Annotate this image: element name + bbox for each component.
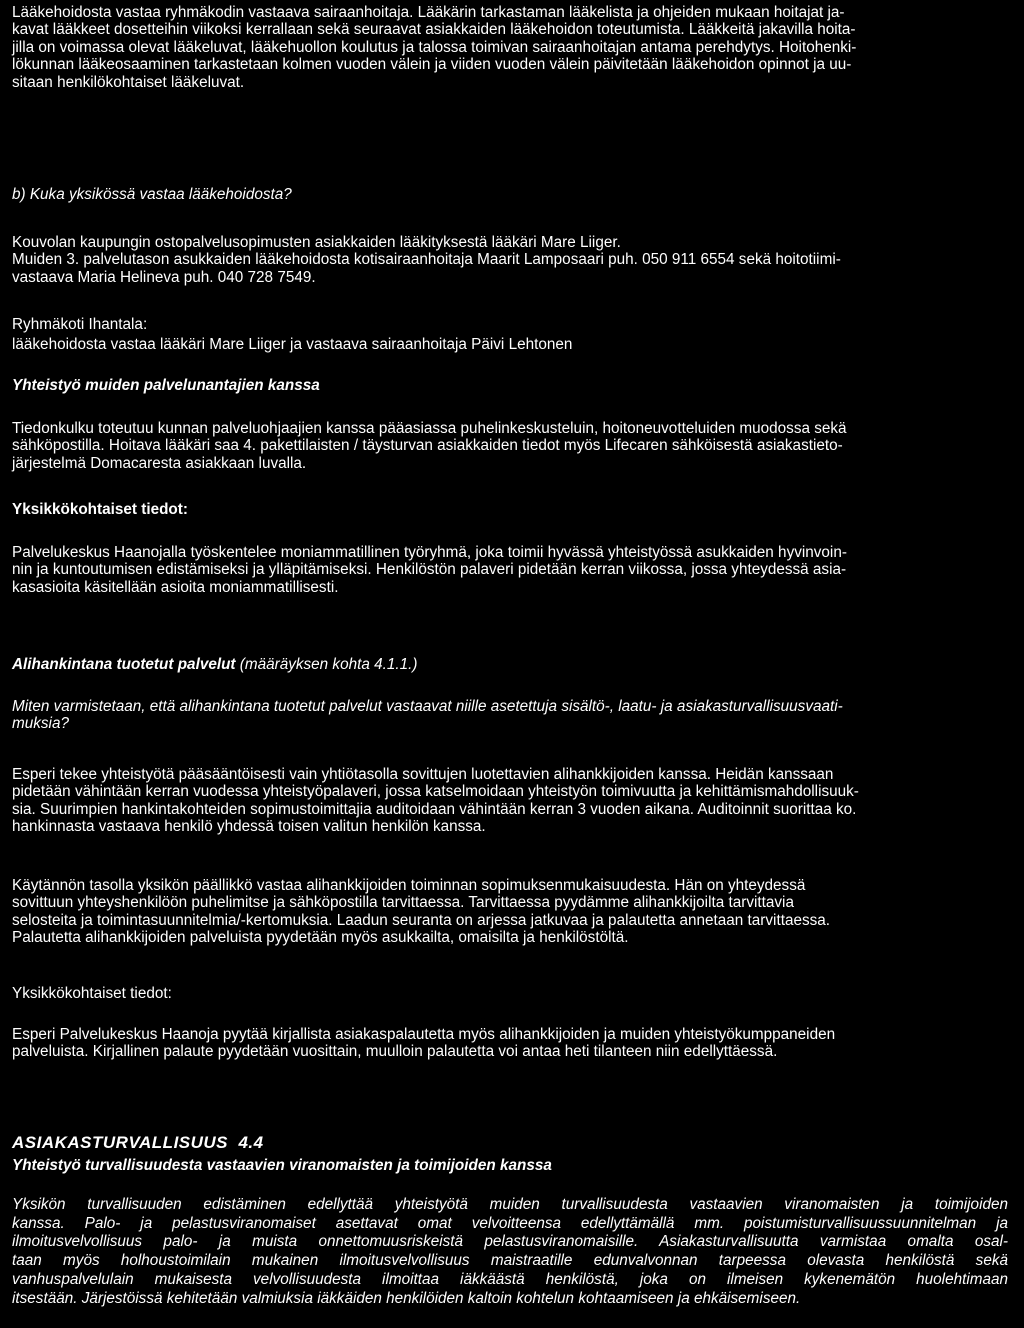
text-line: kasasioita käsitellään asioita moniammatillisesti. (12, 578, 339, 596)
text-line: Ryhmäkoti Ihantala: (12, 316, 148, 333)
text-line: nin ja kuntoutumisen edistämiseksi ja ylläpitämiseksi. Henkilöstön palaveri pidetään kerran viikossa, jossa yhteydessä asia- (12, 561, 847, 579)
text-line: taan myös holhoustoimilain mukainen ilmoitusvelvollisuus maistraatille edunvalvonnan tarpeessa olevasta henkilöstä sekä (12, 1252, 1008, 1270)
text-line: sovittuun yhteyshenkilöön puhelimitse ja sähköpostilla tarvittaessa. Tarvittaessa pyydämme alihankkijoilta tarvittavia (12, 894, 794, 912)
information-flow-paragraph (12, 420, 1016, 472)
text-line: palveluista. Kirjallinen palaute pyydetään vuosittain, muulloin palautetta voi antaa heti tilanteen niin edellyttäessä. (12, 1043, 778, 1061)
subcontracting-heading-bold: Alihankintana tuotetut palvelut (12, 656, 236, 673)
service-center-paragraph (12, 544, 1016, 596)
text-line: Miten varmistetaan, että alihankintana tuotetut palvelut vastaavat niille asetettuja sisältö-, laatu- ja asiakasturvallisuusvaati- (12, 698, 843, 715)
safety-paragraph (12, 1196, 1008, 1308)
cooperation-heading: Yhteistyö muiden palvelunantajien kanssa (12, 377, 320, 394)
text-line: Yksikön turvallisuuden edistäminen edellyttää yhteistyötä muiden turvallisuudesta vastaavien viranomaisten ja toimijoiden (12, 1196, 1008, 1213)
unit-specific-heading: Yksikkökohtaiset tiedot: (12, 501, 188, 518)
unit-specific-label: Yksikkökohtaiset tiedot: (12, 985, 172, 1002)
text-line: ilmoitusvelvollisuus palo- ja muista onnettomuusriskeistä pelastusviranomaisille. Asiakasturvallisuutta varmistaa omalta osal- (12, 1233, 1008, 1251)
text-line: vanhuspalvelulain mukaisesta velvollisuudesta ilmoittaa iäkkäästä henkilöstä, joka on ilmeisen kykenemätön huolehtimaan (12, 1270, 1008, 1288)
text-line: muksia? (12, 715, 69, 733)
safety-cooperation-heading: Yhteistyö turvallisuudesta vastaavien viranomaisten ja toimijoiden kanssa (12, 1157, 552, 1174)
text-line: selosteita ja toimintasuunnitelmia/-kertomuksia. Laadun seuranta on arjessa jatkuvaa ja palautetta annetaan tarvittaessa. (12, 911, 831, 929)
customer-safety-heading: ASIAKASTURVALLISUUS 4.4 (12, 1133, 264, 1152)
text-line: sitaan henkilökohtaiset lääkeluvat. (12, 73, 245, 91)
subcontracting-question (12, 698, 1016, 733)
text-line: Esperi Palvelukeskus Haanoja pyytää kirjallista asiakaspalautetta myös alihankkijoiden ja muiden yhteistyökumppaneiden (12, 1026, 836, 1043)
text-line: Esperi tekee yhteistyötä pääsääntöisesti vain yhtiötasolla sovittujen luotettavien alihankkijoiden kanssa. Heidän kanssaan (12, 766, 834, 783)
kouvola-paragraph (12, 234, 1016, 286)
text-line: Palautetta alihankkijoiden palveluista pyydetään myös asukkailta, omaisilta ja henkilöstöltä. (12, 929, 629, 947)
question-b-heading: b) Kuka yksikössä vastaa lääkehoidosta? (12, 186, 292, 203)
text-line: kanssa. Palo- ja pelastusviranomaiset asettavat omat velvoitteensa edellyttämällä mm. poistumisturvallisuussuunnitelman ja (12, 1214, 1008, 1232)
text-line: Lääkehoidosta vastaa ryhmäkodin vastaava sairaanhoitaja. Lääkärin tarkastaman lääkelista ja ohjeiden mukaan hoitajat ja- (12, 4, 845, 21)
text-line: sähköpostilla. Hoitava lääkäri saa 4. pakettilaisten / täysturvan asiakkaiden tiedot myös Lifecaren sähköisestä asiakastieto- (12, 437, 843, 455)
text-line: hankinnasta vastaava henkilö yhdessä toisen valitun henkilön kanssa. (12, 818, 486, 836)
esperi-cooperation-paragraph (12, 766, 1016, 836)
text-line: lääkehoidosta vastaa lääkäri Mare Liiger ja vastaava sairaanhoitaja Päivi Lehtonen (12, 336, 573, 354)
text-line: sia. Suurimpien hankintakohteiden sopimustoimittajia auditoidaan vähintään kerran 3 vuoden aikana. Auditoinnit suorittaa ko. (12, 800, 857, 818)
text-line: lökunnan lääkeosaaminen tarkastetaan kolmen vuoden välein ja viiden vuoden välein päivitetään lääkehoidon opinnot ja uu- (12, 56, 852, 74)
text-line: Muiden 3. palvelutason asukkaiden lääkehoidosta kotisairaanhoitaja Maarit Lamposaari puh. 050 911 6554 sekä hoitotiimi- (12, 251, 841, 269)
text-line: Kouvolan kaupungin ostopalvelusopimusten asiakkaiden lääkityksestä lääkäri Mare Liiger. (12, 234, 621, 251)
text-line: vastaava Maria Helineva puh. 040 728 7549. (12, 268, 316, 286)
subcontracting-heading (12, 656, 417, 673)
text-line: Käytännön tasolla yksikön päällikkö vastaa alihankkijoiden toiminnan sopimuksenmukaisuudesta. Hän on yhteydessä (12, 877, 806, 894)
text-line: pidetään vähintään kerran vuodessa yhteistyöpalaveri, jossa katselmoidaan yhteistyön toimivuutta ja kehittämismahdollisuuk- (12, 783, 859, 801)
text-line: Palvelukeskus Haanojalla työskentelee moniammatillinen työryhmä, joka toimii hyvässä yhteistyössä asukkaiden hyvinvoin- (12, 544, 847, 561)
practical-level-paragraph (12, 877, 1016, 947)
subcontracting-heading-ref: (määräyksen kohta 4.1.1.) (235, 656, 418, 673)
text-line: itsestään. Järjestöissä kehitetään valmiuksia iäkkäiden henkilöiden kaltoin kohtelun kohtaamiseen ja ehkäisemiseen. (12, 1289, 801, 1307)
esperi-feedback-paragraph (12, 1026, 1016, 1061)
text-line: kavat lääkkeet dosetteihin viikoksi kerrallaan sekä seuraavat asiakkaiden lääkehoidon toteutumista. Lääkkeitä jakavilla hoita- (12, 21, 856, 39)
ihantala-paragraph (12, 316, 1016, 354)
text-line: jilla on voimassa olevat lääkeluvat, lääkehuollon koulutus ja talossa toimivan sairaanhoitajan antama perehdytys. Hoitohenki- (12, 38, 857, 56)
intro-paragraph (12, 4, 1016, 91)
text-line: järjestelmä Domacaresta asiakkaan luvalla. (12, 454, 307, 472)
text-line: Tiedonkulku toteutuu kunnan palveluohjaajien kanssa pääasiassa puhelinkeskusteluin, hoitoneuvotteluiden muodossa sekä (12, 420, 847, 437)
